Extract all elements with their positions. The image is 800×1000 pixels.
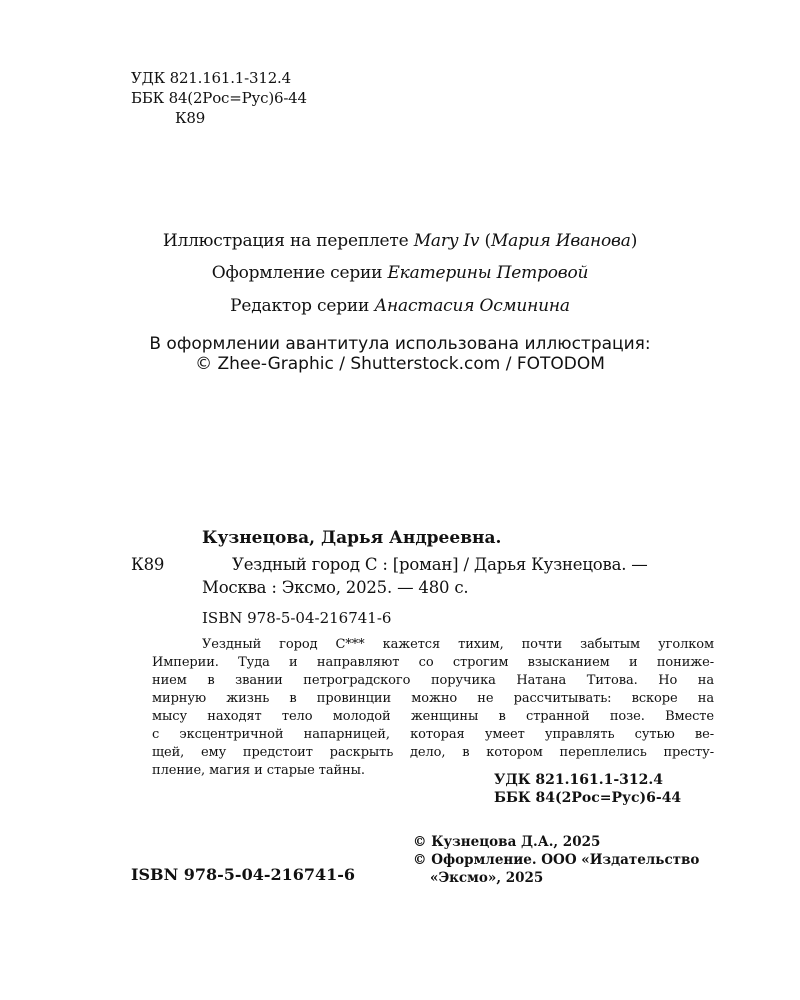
series-design-prefix: Оформление серии: [211, 263, 388, 283]
annotation-line: Империи. Туда и направляют со строгим взысканием и пониже-: [152, 655, 714, 670]
catalog-isbn: ISBN 978-5-04-216741-6: [202, 609, 392, 627]
copyright-design-line-1: © Оформление. ООО «Издательство: [413, 852, 700, 868]
paren-open: (: [479, 231, 491, 251]
illustrator-name: Мария Иванова: [490, 231, 631, 251]
catalog-author-mark: К89: [131, 555, 165, 574]
annotation-line: щей, ему предстоит раскрыть дело, в котором переплелись престу-: [152, 745, 714, 760]
annotation: [152, 636, 714, 780]
annotation-line: Уездный город С*** кажется тихим, почти забытым уголком: [202, 637, 714, 652]
author-mark-top: К89: [175, 109, 206, 127]
series-editor-credit: [0, 296, 800, 316]
series-editor-prefix: Редактор серии: [230, 296, 375, 316]
attribution-line-1: В оформлении авантитула использована иллюстрация:: [149, 334, 651, 354]
series-designer-name: Екатерины Петровой: [387, 263, 589, 283]
annotation-line: с эксцентричной напарницей, которая умеет управлять сутью ве-: [152, 727, 714, 742]
bbk-top: ББК 84(2Рос=Рус)6-44: [131, 89, 307, 107]
annotation-line: мирную жизнь в провинции можно не рассчитывать: вскоре на: [152, 691, 714, 706]
copyright-design-line-2: «Эксмо», 2025: [430, 870, 544, 886]
annotation-line: пление, магия и старые тайны.: [152, 763, 365, 778]
illustration-prefix: Иллюстрация на переплете: [162, 231, 414, 251]
catalog-author: Кузнецова, Дарья Андреевна.: [202, 528, 502, 548]
bbk-bottom: ББК 84(2Рос=Рус)6-44: [494, 790, 682, 806]
illustration-credit: [0, 231, 800, 251]
series-editor-name: Анастасия Осминина: [374, 296, 570, 316]
copyright-author: © Кузнецова Д.А., 2025: [413, 834, 601, 850]
attribution-line-2: © Zhee-Graphic / Shutterstock.com / FOTODOM: [195, 354, 605, 374]
udk-top: УДК 821.161.1-312.4: [131, 69, 291, 87]
series-design-credit: [0, 263, 800, 283]
catalog-title-line-2: Москва : Эксмо, 2025. — 480 с.: [202, 578, 469, 597]
footer-isbn: ISBN 978-5-04-216741-6: [131, 865, 356, 884]
annotation-line: мысу находят тело молодой женщины в странной позе. Вместе: [152, 709, 714, 724]
illustrator-pseudonym: Mary Iv: [413, 231, 480, 251]
annotation-line: нием в звании петроградского поручика Натана Титова. Но на: [152, 673, 714, 688]
udk-bottom: УДК 821.161.1-312.4: [494, 772, 664, 788]
catalog-title-line-1: Уездный город С : [роман] / Дарья Кузнецова. —: [232, 555, 648, 574]
paren-close: ): [630, 231, 638, 251]
